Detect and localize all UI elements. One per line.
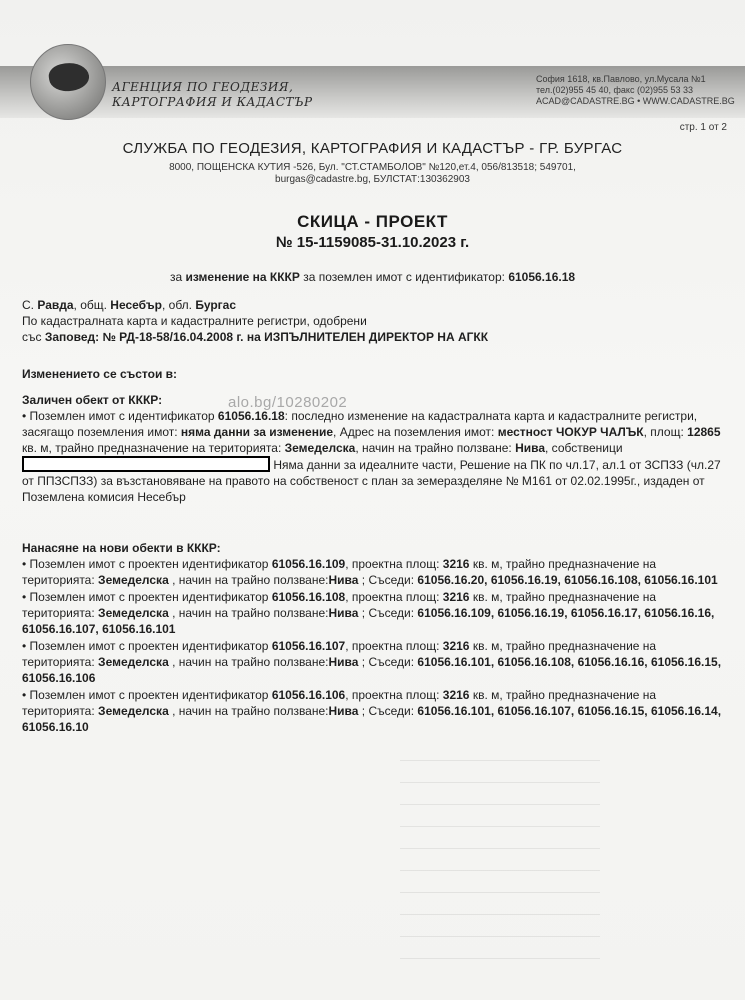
new-object-item: [22, 638, 727, 686]
agency-name: [112, 80, 313, 110]
item-prefix: • Поземлен имот с проектен идентификатор: [22, 688, 269, 702]
office-address: [0, 162, 745, 186]
item-neighbors-label: ; Съседи:: [361, 573, 415, 587]
deleted-text-5: кв. м, трайно предназначение на територията:: [22, 441, 282, 455]
deleted-text-3: , Адрес на поземления имот:: [333, 425, 495, 439]
watermark: alo.bg/10280202: [228, 394, 348, 411]
new-objects-heading: Нанасяне на нови обекти в КККР:: [22, 541, 221, 555]
deleted-heading: Заличен обект от КККР:: [22, 393, 163, 407]
item-area-unit: кв. м, трайно предназначение на територията:: [22, 639, 657, 669]
item-area-label: , проектна площ:: [345, 557, 440, 571]
deleted-area: 12865: [687, 425, 721, 439]
office-title: СЛУЖБА ПО ГЕОДЕЗИЯ, КАРТОГРАФИЯ И КАДАСТЪР - ГР. БУРГАС: [122, 140, 623, 157]
item-purpose: Земеделска: [98, 606, 169, 620]
item-area-label: , проектна площ:: [345, 639, 440, 653]
item-purpose: Земеделска: [98, 655, 169, 669]
item-purpose: Земеделска: [98, 573, 169, 587]
agency-contact-line1: София 1618, кв.Павлово, ул.Мусала №1: [536, 74, 706, 84]
item-neighbors-label: ; Съседи:: [361, 606, 415, 620]
deleted-purpose: Земеделска: [284, 441, 356, 455]
deleted-id: 61056.16.18: [217, 409, 285, 423]
location-sep1: , общ.: [73, 298, 107, 312]
agency-name-line2: КАРТОГРАФИЯ И КАДАСТЪР: [112, 95, 313, 109]
location-sep2: , обл.: [162, 298, 193, 312]
item-prefix: • Поземлен имот с проектен идентификатор: [22, 590, 269, 604]
document-number: № 15-1159085-31.10.2023 г.: [275, 234, 470, 251]
owners-redaction-box: [22, 456, 270, 472]
item-neighbors: 61056.16.20, 61056.16.19, 61056.16.108, 61056.16.101: [417, 573, 718, 587]
item-id: 61056.16.108: [271, 590, 346, 604]
item-area-unit: кв. м, трайно предназначение на територията:: [22, 688, 657, 718]
item-area-unit: кв. м, трайно предназначение на територията:: [22, 557, 657, 587]
item-id: 61056.16.106: [271, 688, 346, 702]
purpose-id: 61056.16.18: [508, 270, 576, 284]
deleted-text-4: , площ:: [643, 425, 684, 439]
purpose-prefix: за: [169, 270, 183, 284]
deleted-text-1: • Поземлен имот с идентификатор: [22, 409, 215, 423]
deleted-address: местност ЧОКУР ЧАЛЪК: [497, 425, 644, 439]
agency-contact-line2: тел.(02)955 45 40, факс (02)955 53 33: [536, 85, 694, 95]
item-area-label: , проектна площ:: [345, 590, 440, 604]
item-usage: Нива: [328, 704, 359, 718]
location-line1: [22, 297, 727, 313]
location-line2: По кадастралната карта и кадастралните регистри, одобрени: [22, 314, 367, 328]
item-id: 61056.16.107: [271, 639, 346, 653]
item-neighbors: 61056.16.101, 61056.16.107, 61056.16.15, 61056.16.14, 61056.16.10: [22, 704, 722, 734]
office-address-line2: burgas@cadastre.bg, БУЛСТАТ:130362903: [275, 174, 470, 185]
background-table-bleed: [400, 760, 600, 960]
page-number: стр. 1 от 2: [679, 122, 727, 133]
item-neighbors: 61056.16.109, 61056.16.19, 61056.16.17, 61056.16.16, 61056.16.107, 61056.16.101: [22, 606, 715, 636]
changes-heading: Изменението се състои в:: [22, 367, 178, 381]
location-block: [22, 297, 727, 345]
item-area-unit: кв. м, трайно предназначение на територията:: [22, 590, 657, 620]
deleted-paragraph: [22, 408, 727, 505]
new-objects-list: [22, 556, 727, 735]
new-object-item: [22, 687, 727, 735]
order-label: със: [22, 330, 42, 344]
office-address-line1: 8000, ПОЩЕНСКА КУТИЯ -526, Бул. "СТ.СТАМБОЛОВ" №120,ет.4, 056/813518; 549701,: [169, 162, 576, 173]
agency-contact: [536, 74, 736, 107]
item-id: 61056.16.109: [271, 557, 346, 571]
item-prefix: • Поземлен имот с проектен идентификатор: [22, 557, 269, 571]
item-area: 3216: [442, 557, 470, 571]
item-usage: Нива: [328, 606, 359, 620]
item-purpose: Земеделска: [98, 704, 169, 718]
item-usage-label: , начин на трайно ползване:: [172, 573, 329, 587]
deleted-text-8: Няма данни за идеалните части, Решение на ПК по чл.17, ал.1 от ЗСПЗЗ (чл.27 от ППЗСПЗЗ) за възстановяване на правото на собственост с план за земеразделяне № М161 от 02.02.1995г., издаден от Поземлена комисия Несебър: [22, 458, 721, 504]
order-text: Заповед: № РД-18-58/16.04.2008 г. на ИЗПЪЛНИТЕЛЕН ДИРЕКТОР НА АГКК: [44, 330, 489, 344]
deleted-text-7: , собственици: [545, 441, 623, 455]
new-object-item: [22, 589, 727, 637]
item-usage-label: , начин на трайно ползване:: [172, 655, 329, 669]
deleted-section: [22, 392, 727, 505]
deleted-text-2: : последно изменение на кадастралната карта и кадастралните регистри, засягащо поземления имот:: [22, 409, 698, 439]
item-usage-label: , начин на трайно ползване:: [172, 606, 329, 620]
deleted-no-data: няма данни за изменение: [180, 425, 334, 439]
agency-name-line1: АГЕНЦИЯ ПО ГЕОДЕЗИЯ,: [112, 80, 294, 94]
document-purpose: [0, 270, 745, 284]
item-usage: Нива: [328, 655, 359, 669]
item-area: 3216: [442, 590, 470, 604]
item-prefix: • Поземлен имот с проектен идентификатор: [22, 639, 269, 653]
bulgaria-map-icon: [47, 60, 91, 93]
deleted-usage: Нива: [515, 441, 546, 455]
purpose-bold: изменение на КККР: [185, 270, 300, 284]
document-title: СКИЦА - ПРОЕКТ: [297, 212, 448, 231]
new-objects-section: [22, 540, 727, 736]
purpose-middle: за поземлен имот с идентификатор:: [303, 270, 505, 284]
item-usage: Нива: [328, 573, 359, 587]
deleted-text-6: , начин на трайно ползване:: [355, 441, 512, 455]
village: Равда: [37, 298, 74, 312]
new-object-item: [22, 556, 727, 588]
municipality: Несебър: [110, 298, 162, 312]
item-area: 3216: [442, 688, 470, 702]
item-neighbors: 61056.16.101, 61056.16.108, 61056.16.16, 61056.16.15, 61056.16.106: [22, 655, 722, 685]
agency-logo-icon: [30, 44, 106, 120]
item-area-label: , проектна площ:: [345, 688, 440, 702]
agency-contact-line3: ACAD@CADASTRE.BG • WWW.CADASTRE.BG: [536, 96, 735, 106]
item-neighbors-label: ; Съседи:: [361, 655, 415, 669]
location-prefix: С.: [22, 298, 34, 312]
region: Бургас: [195, 298, 237, 312]
item-neighbors-label: ; Съседи:: [361, 704, 415, 718]
item-area: 3216: [442, 639, 470, 653]
location-line3: [22, 329, 727, 345]
item-usage-label: , начин на трайно ползване:: [172, 704, 329, 718]
